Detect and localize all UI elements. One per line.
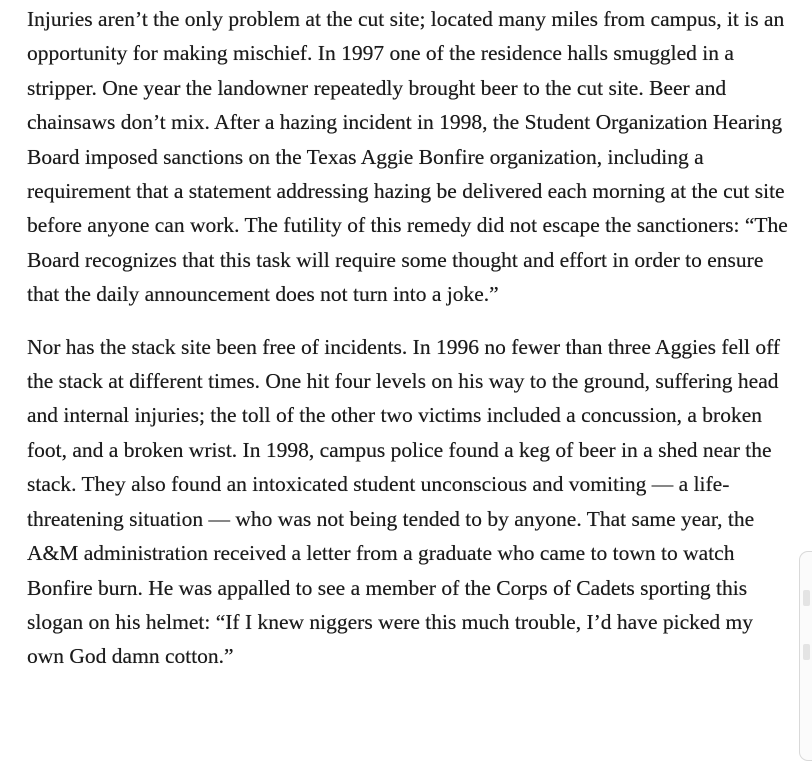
article-text [27, 2, 793, 692]
edge-panel-clipped[interactable] [799, 551, 812, 761]
edge-panel-segment-icon [803, 590, 810, 606]
paragraph-2: Nor has the stack site been free of incidents. In 1996 no fewer than three Aggies fell off the stack at different times. One hit four levels on his way to the ground, suffering head and internal injuries; the toll of the other two victims included a concussion, a broken foot, and a broken wrist. In 1998, campus police found a keg of beer in a shed near the stack. They also found an intoxicated student unconscious and vomiting — a life-threatening situation — who was not being tended to by anyone. That same year, the A&M administration received a letter from a graduate who came to town to watch Bonfire burn. He was appalled to see a member of the Corps of Cadets sporting this slogan on his helmet: “If I knew niggers were this much trouble, I’d have picked my own God damn cotton.” [27, 334, 781, 669]
edge-panel-segment-icon [803, 644, 810, 660]
paragraph-1: Injuries aren’t the only problem at the cut site; located many miles from campus, it is an opportunity for making mischief. In 1997 one of the residence halls smuggled in a stripper. One year the landowner repeatedly brought beer to the cut site. Beer and chainsaws don’t mix. After a hazing incident in 1998, the Student Organization Hearing Board imposed sanctions on the Texas Aggie Bonfire organization, including a requirement that a statement addressing hazing be delivered each morning at the cut site before anyone can work. The futility of this remedy did not escape the sanctioners: “The Board recognizes that this task will require some thought and effort in order to ensure that the daily announcement does not turn into a joke.” [27, 7, 788, 307]
